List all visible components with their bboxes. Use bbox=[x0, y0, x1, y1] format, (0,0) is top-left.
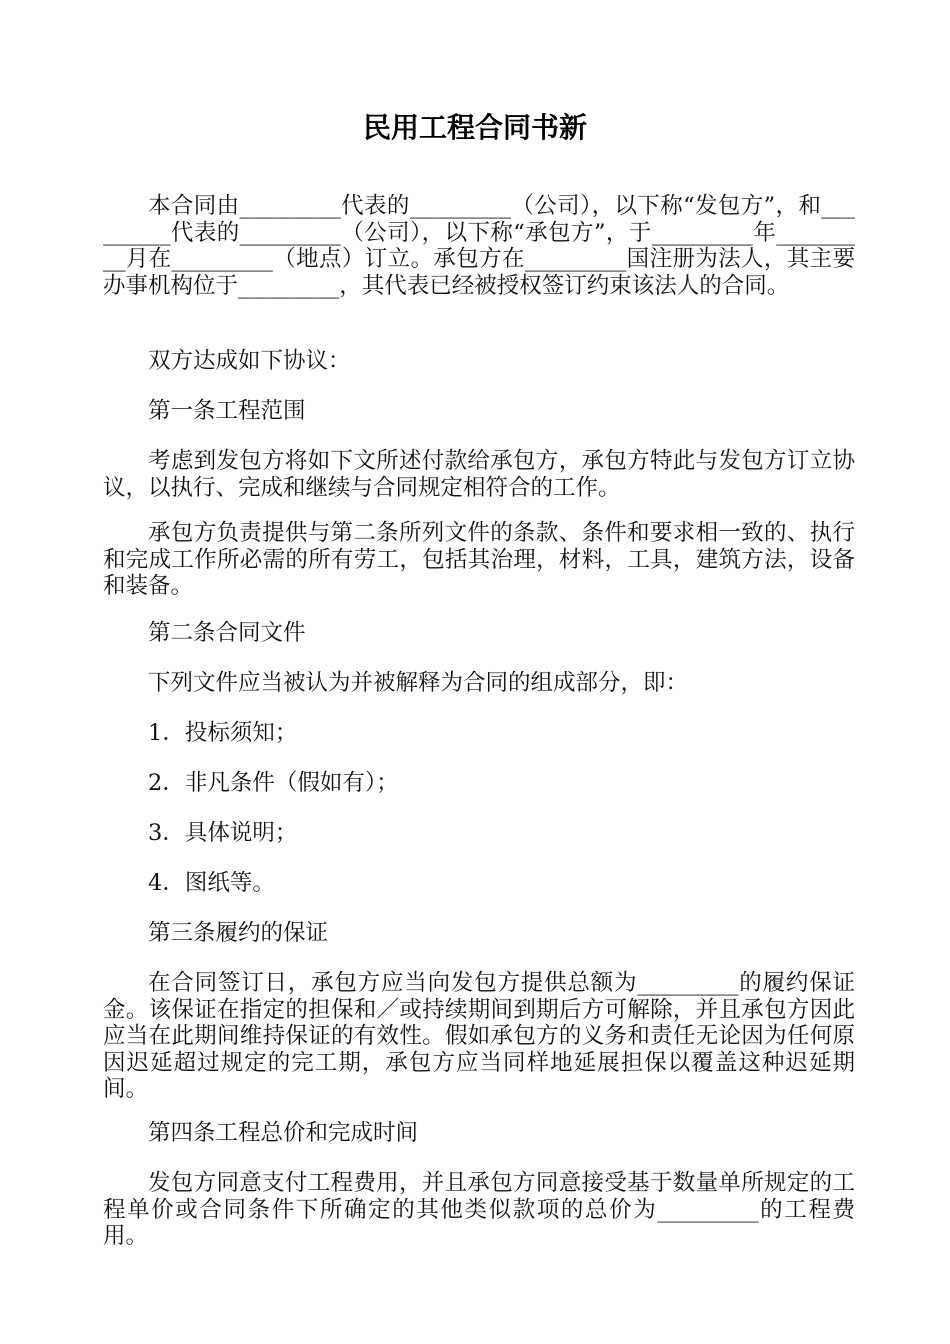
list-item-2: 2．非凡条件（假如有）； bbox=[148, 770, 399, 796]
paragraph-article-4: 发包方同意支付工程费用，并且承包方同意接受基于数量单所规定的工程单价或合同条件下所确定的其他类似款项的总价为_________的工程费用。 bbox=[103, 1170, 855, 1249]
document-title: 民用工程合同书新 bbox=[362, 111, 587, 144]
paragraph-article-3: 在合同签订日，承包方应当向发包方提供总额为_________的履约保证金。该保证在指定的担保和／或持续期间到期后方可解除，并且承包方因此应当在此期间维持保证的有效性。假如承包方的义务和责任无论因为任何原因迟延超过规定的完工期，承包方应当同样地延展担保以覆盖这种迟延期间。 bbox=[103, 970, 855, 1102]
list-item-3: 3．具体说明； bbox=[148, 820, 298, 846]
paragraph-article-1-b: 承包方负责提供与第二条所列文件的条款、条件和要求相一致的、执行和完成工作所必需的所有劳工，包括其治理，材料，工具，建筑方法，设备和装备。 bbox=[103, 520, 855, 599]
heading-article-2: 第二条合同文件 bbox=[148, 620, 306, 646]
paragraph-article-2-intro: 下列文件应当被认为并被解释为合同的组成部分，即： bbox=[148, 670, 689, 696]
list-item-4: 4．图纸等。 bbox=[148, 870, 275, 896]
paragraph-article-1-a: 考虑到发包方将如下文所述付款给承包方，承包方特此与发包方订立协议，以执行、完成和继续与合同规定相符合的工作。 bbox=[103, 448, 855, 501]
heading-article-1: 第一条工程范围 bbox=[148, 398, 306, 424]
heading-article-3: 第三条履约的保证 bbox=[148, 920, 329, 946]
paragraph-preamble: 本合同由_________代表的_________（公司），以下称“发包方”，和_________代表的_________（公司），以下称“承包方”，于_________年_________月在_________（地点）订立。承包方在_________国注册为法人，其主要办事机构位于_________，其代表已经被授权签订约束该法人的合同。 bbox=[103, 193, 855, 299]
list-item-1: 1．投标须知； bbox=[148, 720, 298, 746]
heading-article-4: 第四条工程总价和完成时间 bbox=[148, 1120, 419, 1146]
paragraph-agreement-intro: 双方达成如下协议： bbox=[148, 348, 351, 374]
